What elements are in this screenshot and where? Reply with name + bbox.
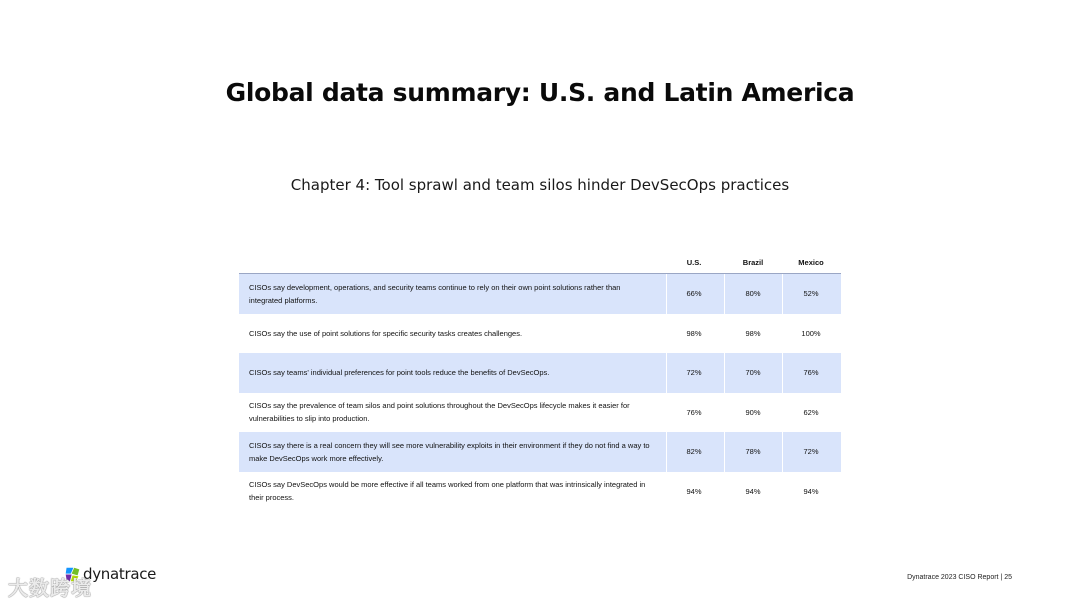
cell-brazil: 80%: [745, 289, 761, 299]
cell-mexico: 62%: [803, 407, 819, 417]
cell-us: 98%: [686, 328, 702, 338]
table-row: [239, 393, 841, 433]
table-row: [239, 432, 841, 472]
table-row: [239, 274, 841, 314]
cell-brazil: 94%: [745, 486, 761, 496]
table-row: [239, 314, 841, 354]
cell-brazil: 78%: [745, 447, 761, 457]
row-label: CISOs say the use of point solutions for specific security tasks creates challenges.: [249, 328, 523, 338]
page-title: Global data summary: U.S. and Latin America: [225, 78, 855, 107]
row-label: CISOs say DevSecOps would be more effective if all teams worked from one platform that was intrinsically integrated in their process.: [249, 480, 646, 503]
column-header-us: U.S.: [686, 258, 702, 267]
cell-us: 72%: [686, 368, 702, 378]
cell-us: 82%: [686, 447, 702, 457]
cell-us: 76%: [686, 407, 702, 417]
row-label: CISOs say the prevalence of team silos and point solutions throughout the DevSecOps lifecycle makes it easier for vulnerabilities to slip into production.: [249, 401, 630, 424]
footer-report-page: Dynatrace 2023 CISO Report | 25: [907, 574, 1012, 581]
chapter-subtitle: Chapter 4: Tool sprawl and team silos hinder DevSecOps practices: [290, 176, 790, 194]
cell-mexico: 52%: [803, 289, 819, 299]
row-label: CISOs say teams' individual preferences for point tools reduce the benefits of DevSecOps.: [249, 368, 550, 378]
row-label: CISOs say development, operations, and security teams continue to rely on their own point solutions rather than integrated platforms.: [249, 282, 621, 305]
cell-mexico: 94%: [803, 486, 819, 496]
logo-wordmark: dynatrace: [83, 565, 157, 583]
cell-us: 94%: [686, 486, 702, 496]
column-header-mexico: Mexico: [798, 258, 824, 267]
column-header-brazil: Brazil: [742, 258, 764, 267]
data-summary-table: [239, 254, 841, 511]
table-row: [239, 353, 841, 393]
row-label: CISOs say there is a real concern they will see more vulnerability exploits in their environment if they do not find a way to make DevSecOps work more effectively.: [249, 440, 650, 463]
cell-mexico: 72%: [803, 447, 819, 457]
cell-brazil: 90%: [745, 407, 761, 417]
cell-mexico: 76%: [803, 368, 819, 378]
cell-mexico: 100%: [801, 328, 821, 338]
table-header: [239, 254, 841, 274]
cell-us: 66%: [686, 289, 702, 299]
cell-brazil: 70%: [745, 368, 761, 378]
watermark: 大数跨境: [8, 576, 92, 600]
table-row: [239, 472, 841, 512]
cell-brazil: 98%: [745, 328, 761, 338]
